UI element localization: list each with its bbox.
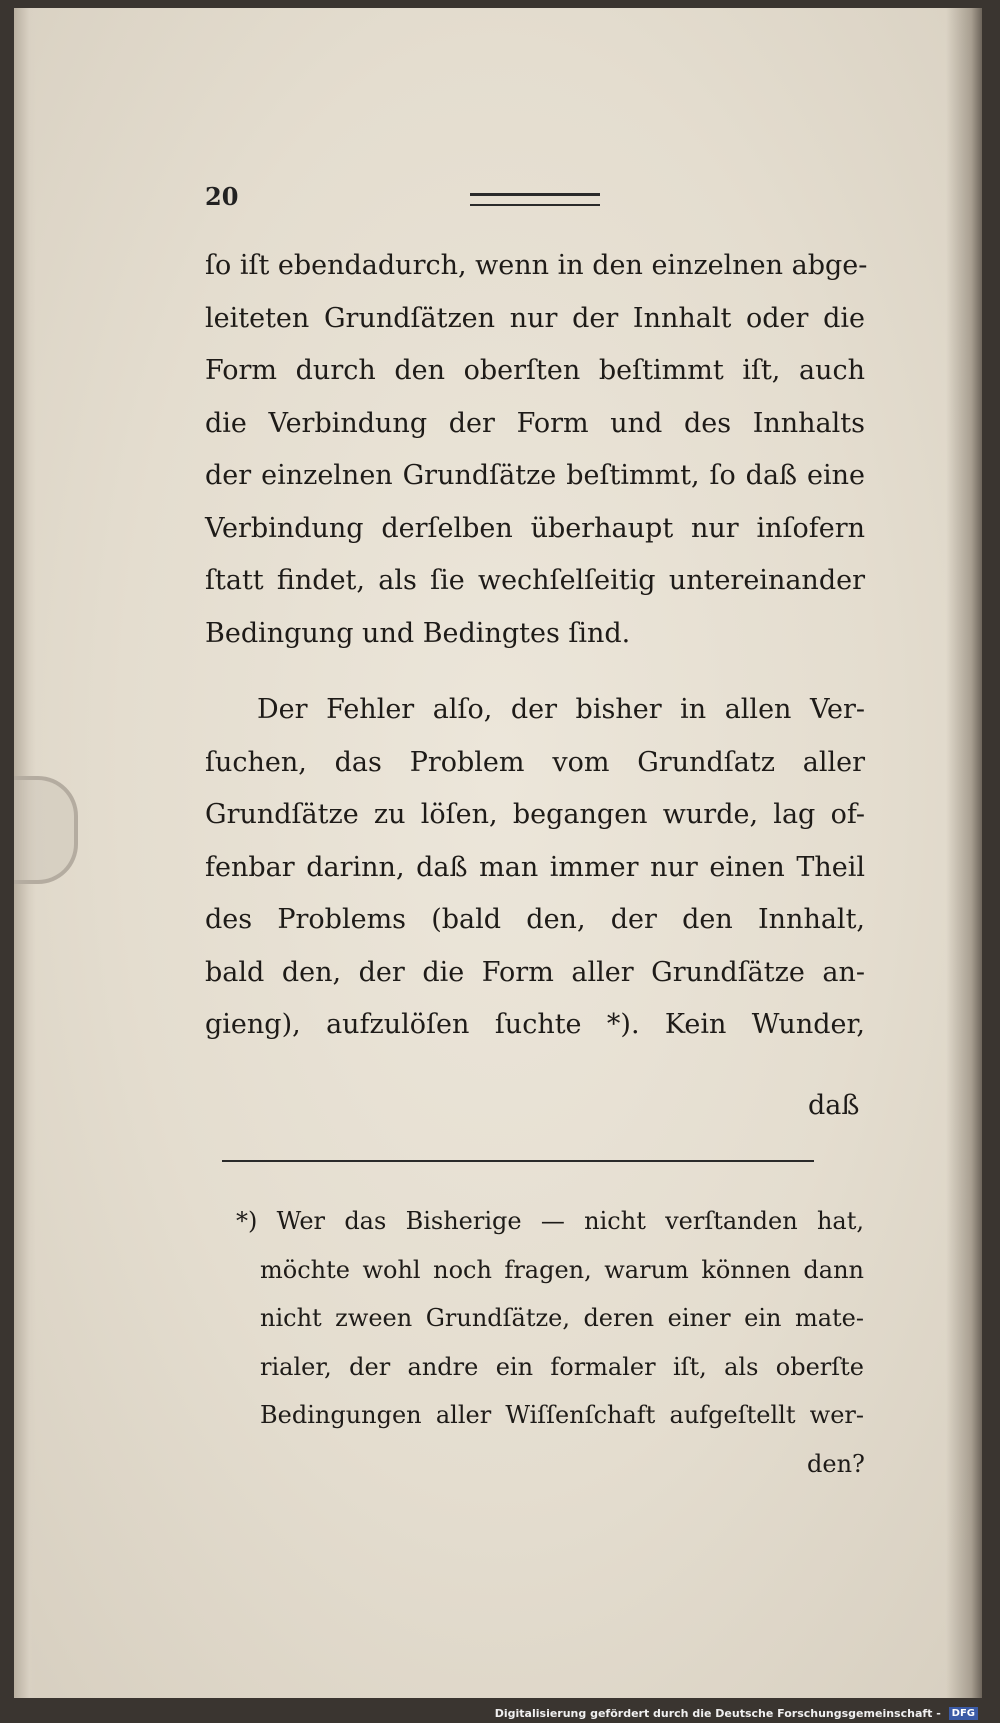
footnote-line: möchte wohl noch fragen, warum können dann (260, 1255, 864, 1284)
credit-text: Digitalisierung gefördert durch die Deutsche Forschungsgemeinschaft - (494, 1706, 941, 1720)
text-line: Form durch den oberſten beſtimmt iſt, auch (205, 355, 865, 386)
text-line: des Problems (bald den, der den Innhalt, (205, 904, 865, 935)
page-clip (14, 776, 78, 884)
footnote-line: *) Wer das Bisherige — nicht verſtanden hat, (236, 1207, 864, 1235)
text-line: die Verbindung der Form und des Innhalts (205, 407, 865, 439)
text-line: leiteten Grundſätzen nur der Innhalt oder die (205, 302, 865, 334)
footnote-line: rialer, der andre ein formaler iſt, als oberſte (260, 1352, 864, 1381)
text-line: bald den, der die Form aller Grundſätze an- (205, 956, 865, 988)
text-line: gieng), aufzulöſen ſuchte *). Kein Wunder, (205, 1009, 865, 1040)
text-line: Grundſätze zu löſen, begangen wurde, lag of- (205, 799, 865, 830)
dfg-logo-icon: DFG (949, 1707, 978, 1720)
footnote (236, 1197, 864, 1440)
header-rule (470, 193, 600, 206)
text-line: Verbindung derſelben überhaupt nur inſofern (205, 512, 865, 544)
catchword: daß (808, 1090, 860, 1121)
footnote-line: nicht zween Grundſätze, deren einer ein mate- (260, 1304, 864, 1332)
body-text (205, 240, 868, 1052)
footnote-line: Bedingungen aller Wiſſenſchaft aufgeſtellt wer- (260, 1401, 864, 1429)
paragraph-gap (205, 660, 865, 684)
text-line: ſo iſt ebendadurch, wenn in den einzelnen abge- (205, 250, 868, 281)
text-line: fenbar darinn, daß man immer nur einen Theil (205, 851, 865, 883)
text-line: ſuchen, das Problem vom Grundſatz aller (205, 746, 865, 778)
page-number: 20 (205, 182, 239, 211)
text-line: Der Fehler alſo, der bisher in allen Ver- (257, 694, 865, 725)
text-line: Bedingung und Bedingtes ſind. (205, 617, 631, 649)
page-header (205, 182, 605, 212)
footnote-rule (222, 1160, 814, 1162)
text-line: der einzelnen Grundſätze beſtimmt, ſo daß eine (205, 460, 865, 491)
page-gutter-shadow (946, 8, 982, 1698)
footnote-catchword: den? (807, 1450, 865, 1478)
digitization-credit (495, 1707, 978, 1721)
text-line: ſtatt findet, als ſie wechſelſeitig untereinander (205, 565, 865, 596)
